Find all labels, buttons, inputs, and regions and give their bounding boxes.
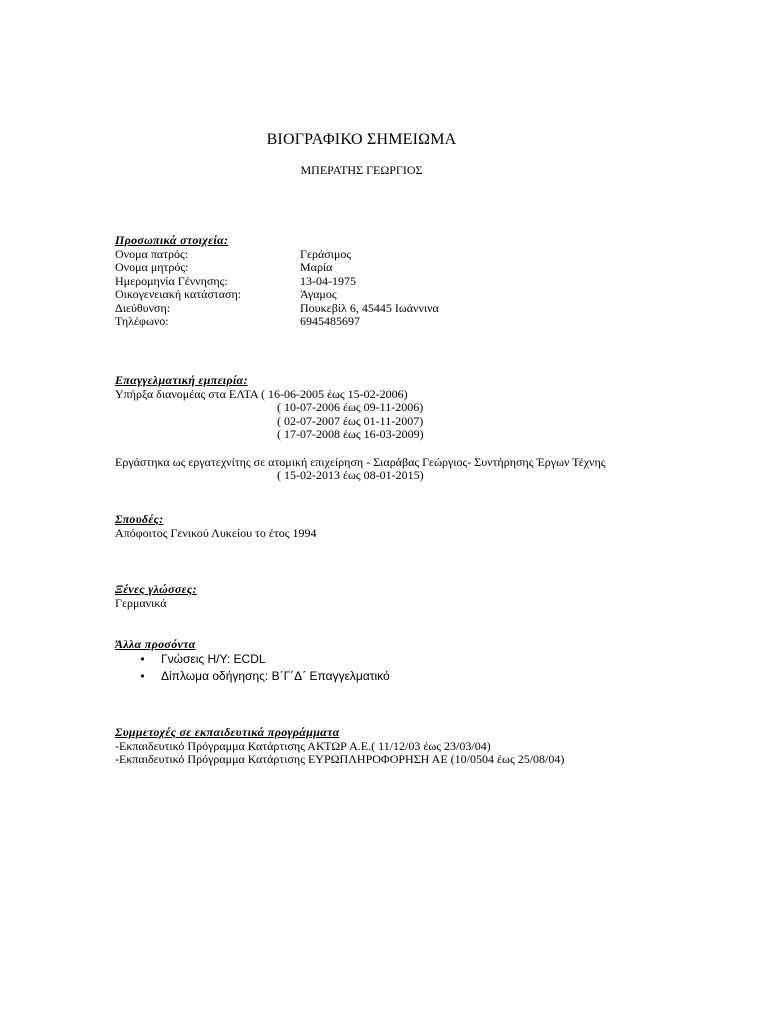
qualifications-list [115,652,735,686]
personal-label: Οικογενειακή κατάσταση: [115,287,242,301]
studies-text: Απόφοιτος Γενικού Λυκείου το έτος 1994 [115,525,317,540]
training-item: -Εκπαιδευτικό Πρόγραμμα Κατάρτισης ΕΥΡΩΠΛΗΡΟΦΟΡΗΣΗ ΑΕ (10/0504 έως 25/08/04) [115,752,565,766]
personal-value: Γεράσιμος [300,246,352,261]
experience-period: ( 02-07-2007 έως 01-11-2007) [277,413,424,428]
experience-period: ( 15-02-2013 έως 08-01-2015) [277,468,424,482]
training-section [115,726,735,767]
personal-label: Ονομα μητρός: [115,260,189,274]
personal-label: Ονομα πατρός: [115,246,189,261]
training-item: -Εκπαιδευτικό Πρόγραμμα Κατάρτισης ΑΚΤΩΡ Α.Ε.( 11/12/03 έως 23/03/04) [115,738,491,753]
bullet-icon: • [140,652,145,667]
spacer [115,442,735,456]
personal-row [115,261,735,275]
studies-section [115,513,735,540]
personal-heading: Προσωπικά στοιχεία: [115,233,229,247]
person-name: ΜΠΕΡΑΤΗΣ ΓΕΩΡΓΙΟΣ [300,163,423,177]
experience-section [115,374,735,483]
personal-row [115,248,735,262]
personal-value: 6945485697 [300,314,360,328]
experience-job: Υπήρξα διανομέας στα ΕΛΤΑ ( 16-06-2005 έως 15-02-2006) [115,386,408,401]
personal-value: Άγαμος [300,287,337,301]
personal-value: Μαρία [300,260,333,274]
other-section [115,638,735,686]
list-item [115,669,735,686]
personal-label: Τηλέφωνο: [115,314,169,328]
list-item [115,652,735,669]
personal-value: 13-04-1975 [300,273,356,288]
personal-row [115,302,735,316]
other-heading: Άλλα προσόντα [115,637,196,651]
languages-text: Γερμανικά [115,595,167,610]
experience-period: ( 17-07-2008 έως 16-03-2009) [277,427,424,441]
personal-row [115,275,735,289]
personal-label: Διεύθυνση: [115,300,171,315]
languages-section [115,583,735,610]
personal-label: Ημερομηνία Γέννησης: [115,273,228,288]
personal-row [115,288,735,302]
experience-period: ( 10-07-2006 έως 09-11-2006) [277,400,424,414]
experience-job: Εργάστηκα ως εργατεχνίτης σε ατομική επιχείρηση - Σιαράβας Γεώργιος- Συντήρησης Έργων Τέχνης [115,454,606,469]
bullet-icon: • [140,669,145,684]
studies-heading: Σπουδές: [115,512,164,526]
experience-heading: Επαγγελματική εμπειρία: [115,373,248,387]
qualification-text: Δίπλωμα οδήγησης: Β΄Γ΄Δ΄ Επαγγελματικό [161,669,390,684]
qualification-text: Γνώσεις Η/Υ: ECDL [161,652,266,667]
personal-section [115,234,735,329]
document-title: ΒΙΟΓΡΑΦΙΚΟ ΣΗΜΕΙΩΜΑ [266,131,457,148]
languages-heading: Ξένες γλώσσες: [115,582,197,596]
personal-row [115,315,735,329]
personal-value: Πουκεβίλ 6, 45445 Ιωάννινα [300,300,439,315]
training-heading: Συμμετοχές σε εκπαιδευτικά προγράμματα [115,725,340,739]
